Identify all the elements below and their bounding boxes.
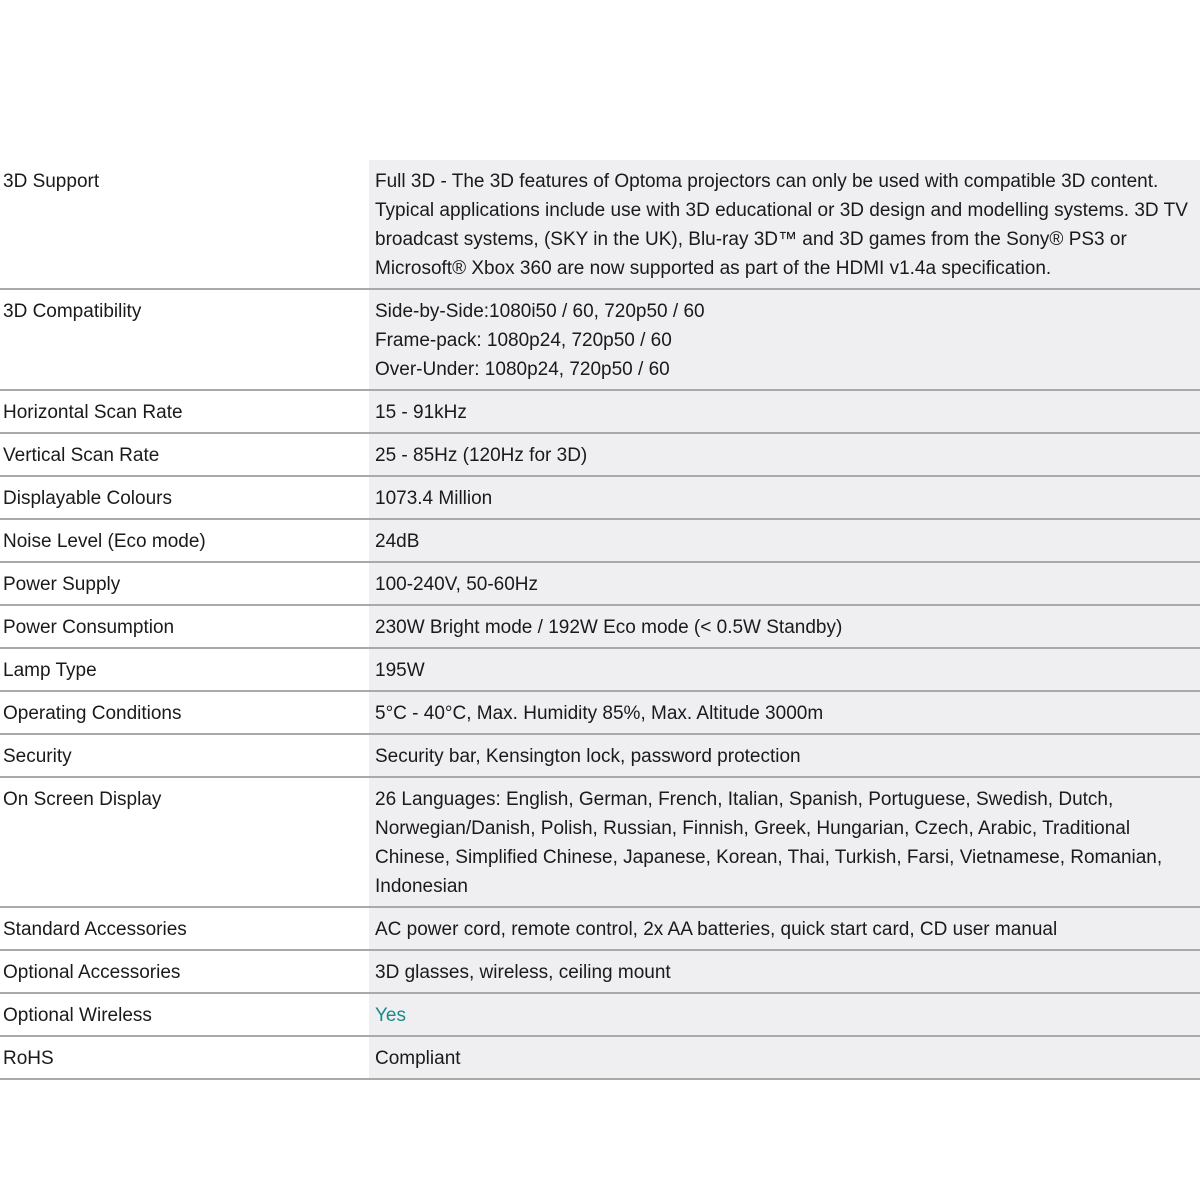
spec-value: 26 Languages: English, German, French, Italian, Spanish, Portuguese, Swedish, Dutch, Norwegian/Danish, Polish, Russian, Finnish, Greek, Hungarian, Czech, Arabic, Traditional Chinese, Simplified Chinese, Japanese, Korean, Thai, Turkish, Farsi, Vietnamese, Romanian, Indonesian bbox=[369, 778, 1200, 908]
table-row bbox=[0, 520, 1200, 563]
spec-value: 15 - 91kHz bbox=[369, 391, 1200, 434]
table-row bbox=[0, 563, 1200, 606]
spec-value: Security bar, Kensington lock, password protection bbox=[369, 735, 1200, 778]
spec-label: RoHS bbox=[0, 1037, 369, 1080]
table-row bbox=[0, 290, 1200, 391]
table-row bbox=[0, 606, 1200, 649]
spec-label: Power Supply bbox=[0, 563, 369, 606]
spec-value-line: Frame-pack: 1080p24, 720p50 / 60 bbox=[375, 330, 672, 351]
table-row bbox=[0, 477, 1200, 520]
table-row bbox=[0, 160, 1200, 290]
spec-label: 3D Compatibility bbox=[0, 290, 369, 391]
table-row bbox=[0, 951, 1200, 994]
spec-label: Lamp Type bbox=[0, 649, 369, 692]
spec-value: 25 - 85Hz (120Hz for 3D) bbox=[369, 434, 1200, 477]
spec-value: 1073.4 Million bbox=[369, 477, 1200, 520]
spec-value: 100-240V, 50-60Hz bbox=[369, 563, 1200, 606]
spec-value-line: Side-by-Side:1080i50 / 60, 720p50 / 60 bbox=[375, 301, 705, 322]
spec-value bbox=[369, 994, 1200, 1037]
spec-value: Full 3D - The 3D features of Optoma projectors can only be used with compatible 3D content. Typical applications include use with 3D educational or 3D design and modelling systems. 3D TV broadcast systems, (SKY in the UK), Blu-ray 3D™ and 3D games from the Sony® PS3 or Microsoft® Xbox 360 are now supported as part of the HDMI v1.4a specification. bbox=[369, 160, 1200, 290]
spec-value: 24dB bbox=[369, 520, 1200, 563]
spec-label: Security bbox=[0, 735, 369, 778]
spec-value: 5°C - 40°C, Max. Humidity 85%, Max. Altitude 3000m bbox=[369, 692, 1200, 735]
table-row bbox=[0, 908, 1200, 951]
spec-label: 3D Support bbox=[0, 160, 369, 290]
spec-value-line: Over-Under: 1080p24, 720p50 / 60 bbox=[375, 359, 670, 380]
spec-label: Noise Level (Eco mode) bbox=[0, 520, 369, 563]
spec-value: AC power cord, remote control, 2x AA batteries, quick start card, CD user manual bbox=[369, 908, 1200, 951]
spec-label: Horizontal Scan Rate bbox=[0, 391, 369, 434]
spec-value: Compliant bbox=[369, 1037, 1200, 1080]
table-row bbox=[0, 649, 1200, 692]
spec-label: Power Consumption bbox=[0, 606, 369, 649]
table-row bbox=[0, 692, 1200, 735]
table-row bbox=[0, 735, 1200, 778]
spec-label: Optional Accessories bbox=[0, 951, 369, 994]
table-row bbox=[0, 434, 1200, 477]
table-row bbox=[0, 1037, 1200, 1080]
spec-value: 195W bbox=[369, 649, 1200, 692]
spec-value: 230W Bright mode / 192W Eco mode (< 0.5W Standby) bbox=[369, 606, 1200, 649]
optional-wireless-link[interactable]: Yes bbox=[375, 1005, 406, 1026]
specifications-table bbox=[0, 160, 1200, 1080]
spec-label: Vertical Scan Rate bbox=[0, 434, 369, 477]
spec-label: Operating Conditions bbox=[0, 692, 369, 735]
spec-value: 3D glasses, wireless, ceiling mount bbox=[369, 951, 1200, 994]
spec-label: Displayable Colours bbox=[0, 477, 369, 520]
spec-table-container bbox=[0, 160, 1200, 1080]
table-row bbox=[0, 778, 1200, 908]
spec-label: On Screen Display bbox=[0, 778, 369, 908]
spec-value bbox=[369, 290, 1200, 391]
table-row bbox=[0, 391, 1200, 434]
spec-label: Optional Wireless bbox=[0, 994, 369, 1037]
table-row bbox=[0, 994, 1200, 1037]
spec-label: Standard Accessories bbox=[0, 908, 369, 951]
